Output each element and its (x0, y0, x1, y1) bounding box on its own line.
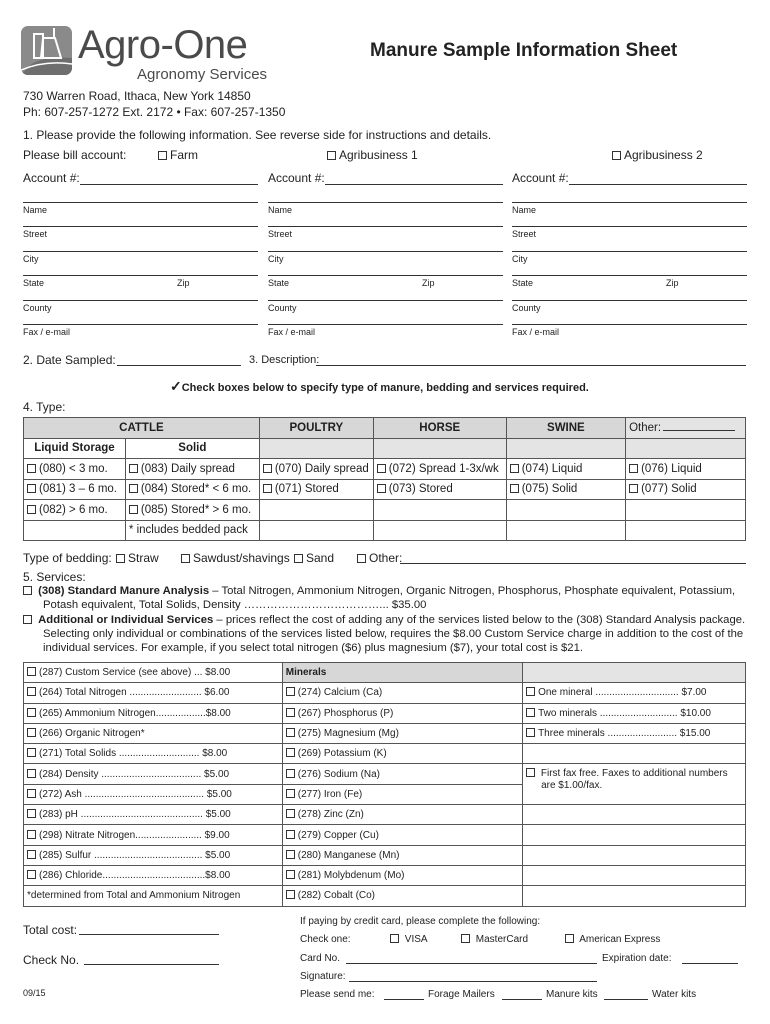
manure-type-table (23, 417, 746, 541)
date-sampled-label: 2. Date Sampled: (23, 353, 116, 367)
empty-cell (626, 500, 746, 521)
expiration-label: Expiration date: (602, 953, 672, 964)
opt-085-label: (085) Stored* > 6 mo. (140, 503, 252, 516)
checkbox-icon[interactable] (27, 708, 36, 717)
bill-farm-label: Farm (170, 148, 198, 162)
opt-077-label: (077) Solid (641, 483, 697, 496)
name-label-1: Name (23, 205, 48, 215)
svc-283-label: (283) pH ............................................ $5.00 (39, 809, 231, 821)
one-mineral[interactable] (523, 683, 746, 703)
state-field-1[interactable] (23, 275, 258, 276)
fax-option-text-2: are $1.00/fax. (541, 780, 603, 792)
opt-081-label: (081) 3 – 6 mo. (39, 483, 117, 496)
svc-265-label: (265) Ammonium Nitrogen..................$8.00 (39, 707, 231, 719)
checkbox-icon[interactable] (286, 687, 295, 696)
checkbox-icon[interactable] (27, 748, 36, 757)
minerals-header: Minerals (282, 663, 522, 683)
bedding-other-label: Other: (369, 551, 403, 565)
checkbox-icon[interactable] (23, 615, 32, 624)
company-division: Agronomy Services (137, 66, 268, 83)
bedded-pack-note: * includes bedded pack (125, 520, 259, 541)
other-type-label: Other: (629, 421, 662, 434)
name-label-3: Name (512, 205, 537, 215)
water-kits-qty[interactable] (604, 999, 648, 1000)
section1-intro: 1. Please provide the following information. See reverse side for instructions and details. (23, 128, 492, 142)
card-visa-label: VISA (404, 934, 428, 945)
checkbox-icon[interactable] (27, 667, 36, 676)
opt-076-label: (076) Liquid (641, 462, 702, 475)
empty-cell (506, 520, 625, 541)
checkbox-icon[interactable] (286, 708, 295, 717)
svc-275[interactable] (282, 723, 522, 743)
svc-264[interactable] (24, 683, 283, 703)
standard-analysis-title: (308) Standard Manure Analysis (38, 585, 210, 597)
empty-cell (523, 825, 746, 845)
bedding-label: Type of bedding: (23, 551, 112, 565)
street-label-3: Street (512, 229, 537, 239)
account-label-1: Account #: (23, 171, 80, 185)
bill-agri2-label: Agribusiness 2 (624, 148, 703, 162)
organic-nitrogen-note: *determined from Total and Ammonium Nitrogen (24, 886, 283, 906)
swine-header: SWINE (506, 418, 625, 439)
checkbox-icon[interactable] (27, 464, 36, 473)
svc-285[interactable] (24, 845, 283, 865)
account-field-2[interactable] (325, 184, 503, 185)
empty-cell (523, 744, 746, 764)
opt-080[interactable] (24, 459, 126, 480)
empty-cell (506, 500, 625, 521)
fax-field-3[interactable] (512, 324, 747, 325)
svc-274-label: (274) Calcium (Ca) (297, 687, 383, 699)
empty-cell (626, 520, 746, 541)
svc-271-label: (271) Total Solids ............................. $8.00 (39, 748, 228, 760)
type-label: 4. Type: (23, 400, 66, 414)
card-amex-label: American Express (579, 934, 661, 945)
total-cost-label: Total cost: (23, 923, 78, 937)
svc-285-label: (285) Sulfur ....................................... $5.00 (39, 849, 231, 861)
svc-272[interactable] (24, 784, 283, 804)
state-field-2[interactable] (268, 275, 503, 276)
cattle-header: CATTLE (24, 418, 260, 439)
checkbox-icon[interactable] (286, 748, 295, 757)
svc-267-label: (267) Phosphorus (P) (297, 707, 394, 719)
street-field-2[interactable] (268, 226, 503, 227)
svc-269-label: (269) Potassium (K) (297, 748, 387, 760)
name-label-2: Name (268, 205, 293, 215)
liquid-storage-header: Liquid Storage (24, 438, 126, 459)
opt-073-label: (073) Stored (388, 483, 453, 496)
horse-header: HORSE (373, 418, 506, 439)
two-minerals-label: Two minerals ............................ $10.00 (538, 707, 711, 719)
opt-076[interactable] (626, 459, 746, 480)
phone-fax: Ph: 607-257-1272 Ext. 2172 • Fax: 607-257-1350 (23, 105, 286, 119)
solid-header: Solid (125, 438, 259, 459)
zip-label-1: Zip (177, 278, 190, 288)
svc-281[interactable] (282, 865, 522, 885)
name-field-2[interactable] (268, 202, 503, 203)
svc-271[interactable] (24, 744, 283, 764)
additional-services-text-2: Selecting only individual or combinations of the services listed below, requires the $8.00 Custom Service charge in addition to the cost of the (43, 628, 744, 640)
card-number-label: Card No. (300, 953, 341, 964)
date-sampled-field[interactable] (117, 365, 241, 366)
svc-286-label: (286) Chloride.....................................$8.00 (39, 870, 231, 882)
bedding-other-field[interactable] (400, 563, 746, 564)
checkbox-icon[interactable] (294, 554, 303, 563)
other-type-header[interactable] (626, 418, 746, 439)
address: 730 Warren Road, Ithaca, New York 14850 (23, 89, 251, 103)
signature-label: Signature: (300, 971, 346, 982)
company-logo (21, 26, 72, 75)
two-minerals[interactable] (523, 703, 746, 723)
state-field-3[interactable] (512, 275, 747, 276)
account-field-3[interactable] (569, 184, 747, 185)
bedding-sawdust[interactable] (181, 551, 290, 565)
svc-278[interactable] (282, 805, 522, 825)
additional-services-text: – prices reflect the cost of adding any of the services listed below to the (308) Standard Analysis package. (213, 614, 746, 626)
signature-field[interactable] (349, 981, 597, 982)
opt-083[interactable] (125, 459, 259, 480)
opt-075[interactable] (506, 479, 625, 500)
checkbox-icon[interactable] (27, 769, 36, 778)
credit-card-note: If paying by credit card, please complete the following: (300, 916, 541, 927)
send-me-label: Please send me: (300, 989, 375, 1000)
poultry-header: POULTRY (259, 418, 373, 439)
checkbox-icon[interactable] (286, 789, 295, 798)
bill-agri1-label: Agribusiness 1 (339, 148, 418, 162)
opt-070-label: (070) Daily spread (274, 462, 369, 475)
county-label-2: County (268, 303, 297, 313)
checkbox-icon[interactable] (129, 464, 138, 473)
empty-cell (523, 663, 746, 683)
state-label-2: State (268, 278, 290, 288)
empty-cell (506, 438, 625, 459)
checkbox-icon[interactable] (286, 870, 295, 879)
opt-080-label: (080) < 3 mo. (39, 462, 108, 475)
svc-267[interactable] (282, 703, 522, 723)
checkbox-icon[interactable] (612, 151, 621, 160)
checkbox-icon[interactable] (461, 934, 470, 943)
opt-074[interactable] (506, 459, 625, 480)
checkbox-icon[interactable] (510, 484, 519, 493)
checkbox-icon[interactable] (286, 809, 295, 818)
check-instruction (170, 378, 589, 396)
svc-287-label: (287) Custom Service (see above) ... $8.00 (39, 667, 231, 679)
svc-284-label: (284) Density .................................... $5.00 (39, 768, 230, 780)
card-amex[interactable] (565, 934, 660, 945)
checkbox-icon[interactable] (526, 687, 535, 696)
bedding-straw[interactable] (116, 551, 159, 565)
svc-279[interactable] (282, 825, 522, 845)
county-field-1[interactable] (23, 300, 258, 301)
opt-085[interactable] (125, 500, 259, 521)
svc-298-label: (298) Nitrate Nitrogen........................ $9.00 (39, 829, 230, 841)
opt-073[interactable] (373, 479, 506, 500)
description-field[interactable] (316, 365, 746, 366)
city-field-2[interactable] (268, 251, 503, 252)
svc-266-label: (266) Organic Nitrogen* (39, 728, 145, 740)
bedding-sawdust-label: Sawdust/shavings (193, 551, 290, 565)
svc-282-label: (282) Cobalt (Co) (297, 890, 376, 902)
checkbox-icon[interactable] (116, 554, 125, 563)
fax-field-1[interactable] (23, 324, 258, 325)
one-mineral-label: One mineral .............................. $7.00 (538, 687, 707, 699)
zip-label-3: Zip (666, 278, 679, 288)
opt-081[interactable] (24, 479, 126, 500)
empty-cell (24, 520, 126, 541)
card-mastercard-label: MasterCard (475, 934, 529, 945)
fax-label-3: Fax / e-mail (512, 327, 560, 337)
additional-services-text-3: individual services. For example, if you select total nitrogen ($6) plus magnesium ($7), your total cost is $21. (43, 642, 583, 654)
checkbox-icon[interactable] (510, 464, 519, 473)
additional-services-title: Additional or Individual Services (38, 614, 214, 626)
svc-284[interactable] (24, 764, 283, 784)
bill-agri1-option[interactable] (327, 148, 418, 162)
checkbox-icon[interactable] (181, 554, 190, 563)
three-minerals-label: Three minerals ......................... $15.00 (538, 728, 711, 740)
bedding-sand-label: Sand (306, 551, 335, 565)
city-field-1[interactable] (23, 251, 258, 252)
svc-282[interactable] (282, 886, 522, 906)
svc-275-label: (275) Magnesium (Mg) (297, 728, 399, 740)
check-instruction-text: Check boxes below to specify type of manure, bedding and services required. (181, 382, 589, 394)
empty-cell (523, 805, 746, 825)
checkbox-icon[interactable] (286, 830, 295, 839)
services-label: 5. Services: (23, 570, 86, 584)
checkbox-icon[interactable] (27, 830, 36, 839)
opt-077[interactable] (626, 479, 746, 500)
form-version: 09/15 (23, 988, 46, 998)
checkbox-icon[interactable] (27, 789, 36, 798)
city-label-1: City (23, 254, 39, 264)
opt-074-label: (074) Liquid (521, 462, 583, 475)
svc-278-label: (278) Zinc (Zn) (297, 809, 364, 821)
county-field-2[interactable] (268, 300, 503, 301)
svc-276[interactable] (282, 764, 522, 784)
checkbox-icon[interactable] (27, 728, 36, 737)
checkbox-icon[interactable] (390, 934, 399, 943)
checkbox-icon[interactable] (263, 484, 272, 493)
company-name: Agro-One (78, 23, 248, 67)
empty-cell (259, 520, 373, 541)
empty-cell (259, 500, 373, 521)
name-field-3[interactable] (512, 202, 747, 203)
svc-264-label: (264) Total Nitrogen .......................... $6.00 (39, 687, 230, 699)
street-label-1: Street (23, 229, 48, 239)
checkbox-icon[interactable] (286, 890, 295, 899)
three-minerals[interactable] (523, 723, 746, 743)
check-number-field[interactable] (84, 964, 219, 965)
bill-account-label: Please bill account: (23, 148, 127, 162)
empty-cell (373, 500, 506, 521)
opt-070[interactable] (259, 459, 373, 480)
fax-option[interactable] (523, 764, 746, 805)
city-field-3[interactable] (512, 251, 747, 252)
card-number-field[interactable] (346, 963, 597, 964)
empty-cell (373, 438, 506, 459)
page-title: Manure Sample Information Sheet (370, 40, 678, 61)
checkbox-icon[interactable] (263, 464, 272, 473)
opt-082-label: (082) > 6 mo. (39, 503, 108, 516)
checkbox-icon[interactable] (565, 934, 574, 943)
checkbox-icon[interactable] (526, 768, 535, 777)
opt-071[interactable] (259, 479, 373, 500)
manure-kits-label: Manure kits (546, 989, 598, 1000)
county-label-3: County (512, 303, 541, 313)
empty-cell (523, 865, 746, 885)
checkbox-icon[interactable] (629, 484, 638, 493)
svc-276-label: (276) Sodium (Na) (297, 768, 381, 780)
street-label-2: Street (268, 229, 293, 239)
check-number-label: Check No. (23, 953, 80, 967)
empty-cell (373, 520, 506, 541)
manure-kits-qty[interactable] (502, 999, 542, 1000)
fax-option-text: First fax free. Faxes to additional numbers (540, 768, 728, 780)
opt-072-label: (072) Spread 1-3x/wk (388, 462, 499, 475)
checkbox-icon[interactable] (286, 728, 295, 737)
empty-cell (523, 886, 746, 906)
bedding-sand[interactable] (294, 551, 334, 565)
empty-cell (259, 438, 373, 459)
svc-298[interactable] (24, 825, 283, 845)
check-one-label: Check one: (300, 934, 351, 945)
county-field-3[interactable] (512, 300, 747, 301)
checkbox-icon[interactable] (286, 769, 295, 778)
fax-field-2[interactable] (268, 324, 503, 325)
opt-084-label: (084) Stored* < 6 mo. (140, 483, 252, 496)
county-label-1: County (23, 303, 52, 313)
bedding-straw-label: Straw (128, 551, 159, 565)
standard-analysis[interactable] (23, 585, 735, 597)
standard-analysis-text-2: Potash equivalent, Total Solids, Density ………………………………... $35.00 (43, 599, 427, 611)
state-label-3: State (512, 278, 534, 288)
svc-287[interactable] (24, 663, 283, 683)
checkbox-icon[interactable] (27, 870, 36, 879)
bill-agri2-option[interactable] (612, 148, 703, 162)
forage-mailers-label: Forage Mailers (428, 989, 495, 1000)
flask-icon (21, 26, 72, 75)
svc-286[interactable] (24, 865, 283, 885)
svc-279-label: (279) Copper (Cu) (297, 829, 379, 841)
city-label-3: City (512, 254, 528, 264)
street-field-1[interactable] (23, 226, 258, 227)
svc-283[interactable] (24, 805, 283, 825)
checkbox-icon[interactable] (158, 151, 167, 160)
expiration-field[interactable] (682, 963, 738, 964)
additional-services[interactable] (23, 614, 745, 626)
checkbox-icon[interactable] (23, 586, 32, 595)
opt-082[interactable] (24, 500, 126, 521)
opt-084[interactable] (125, 479, 259, 500)
street-field-3[interactable] (512, 226, 747, 227)
svc-265[interactable] (24, 703, 283, 723)
standard-analysis-text: – Total Nitrogen, Ammonium Nitrogen, Organic Nitrogen, Phosphorus, Phosphate equivalent, Potassium, (209, 585, 736, 597)
checkbox-icon[interactable] (357, 554, 366, 563)
checkmark-icon: ✓ (170, 378, 182, 394)
svc-274[interactable] (282, 683, 522, 703)
checkbox-icon[interactable] (129, 484, 138, 493)
checkbox-icon[interactable] (377, 464, 386, 473)
city-label-2: City (268, 254, 284, 264)
opt-075-label: (075) Solid (521, 483, 578, 496)
opt-071-label: (071) Stored (274, 483, 339, 496)
svc-280[interactable] (282, 845, 522, 865)
checkbox-icon[interactable] (27, 809, 36, 818)
state-label-1: State (23, 278, 45, 288)
svc-277-label: (277) Iron (Fe) (297, 788, 363, 800)
other-type-field[interactable] (663, 422, 735, 431)
empty-cell (626, 438, 746, 459)
forage-mailers-qty[interactable] (384, 999, 424, 1000)
checkbox-icon[interactable] (377, 484, 386, 493)
checkbox-icon[interactable] (27, 687, 36, 696)
svc-281-label: (281) Molybdenum (Mo) (297, 870, 405, 882)
checkbox-icon[interactable] (526, 728, 535, 737)
zip-label-2: Zip (422, 278, 435, 288)
name-field-1[interactable] (23, 202, 258, 203)
opt-072[interactable] (373, 459, 506, 480)
card-mastercard[interactable] (461, 934, 528, 945)
empty-cell (523, 845, 746, 865)
description-label: 3. Description: (249, 354, 320, 366)
checkbox-icon[interactable] (129, 505, 138, 514)
card-visa[interactable] (390, 934, 428, 945)
bedding-other[interactable] (357, 551, 402, 565)
opt-083-label: (083) Daily spread (140, 462, 235, 475)
services-table (23, 662, 746, 907)
checkbox-icon[interactable] (327, 151, 336, 160)
account-field-1[interactable] (80, 184, 258, 185)
checkbox-icon[interactable] (629, 464, 638, 473)
checkbox-icon[interactable] (526, 708, 535, 717)
account-label-3: Account #: (512, 171, 569, 185)
checkbox-icon[interactable] (27, 850, 36, 859)
svc-272-label: (272) Ash ........................................... $5.00 (39, 788, 232, 800)
bill-farm-option[interactable] (158, 148, 198, 162)
water-kits-label: Water kits (652, 989, 697, 1000)
checkbox-icon[interactable] (27, 505, 36, 514)
fax-label-1: Fax / e-mail (23, 327, 71, 337)
total-cost-field[interactable] (79, 934, 219, 935)
account-label-2: Account #: (268, 171, 325, 185)
checkbox-icon[interactable] (27, 484, 36, 493)
svc-269[interactable] (282, 744, 522, 764)
checkbox-icon[interactable] (286, 850, 295, 859)
fax-label-2: Fax / e-mail (268, 327, 316, 337)
svc-266[interactable] (24, 723, 283, 743)
svc-277[interactable] (282, 784, 522, 804)
svc-280-label: (280) Manganese (Mn) (297, 849, 400, 861)
